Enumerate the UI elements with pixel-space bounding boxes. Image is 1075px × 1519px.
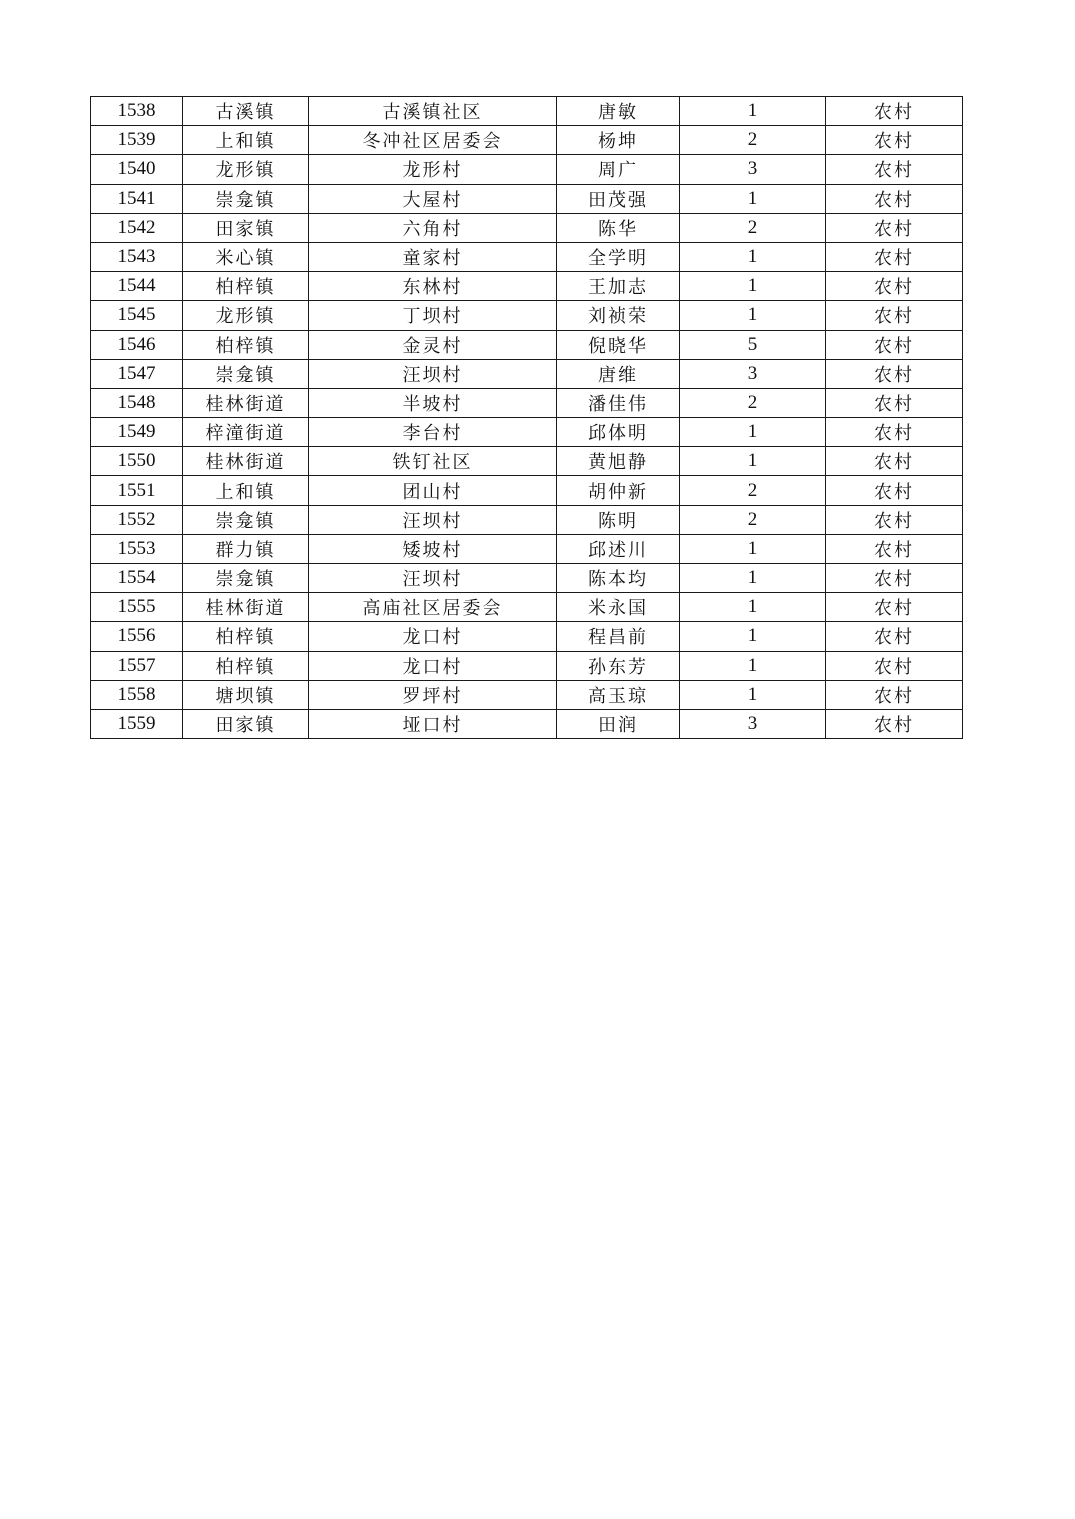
- village-cell: 丁坝村: [309, 301, 557, 330]
- type-cell: 农村: [826, 505, 963, 534]
- town-cell: 桂林街道: [183, 447, 309, 476]
- village-cell: 龙口村: [309, 651, 557, 680]
- type-cell: 农村: [826, 184, 963, 213]
- name-cell: 倪晓华: [557, 330, 680, 359]
- count-cell: 1: [680, 301, 826, 330]
- type-cell: 农村: [826, 330, 963, 359]
- table-row: [91, 213, 963, 242]
- count-cell: 2: [680, 388, 826, 417]
- village-cell: 半坡村: [309, 388, 557, 417]
- table-row: [91, 651, 963, 680]
- town-cell: 柏梓镇: [183, 330, 309, 359]
- count-cell: 3: [680, 709, 826, 738]
- row-number: 1544: [91, 272, 183, 301]
- town-cell: 柏梓镇: [183, 272, 309, 301]
- row-number: 1549: [91, 418, 183, 447]
- name-cell: 唐维: [557, 359, 680, 388]
- type-cell: 农村: [826, 476, 963, 505]
- type-cell: 农村: [826, 301, 963, 330]
- village-cell: 李台村: [309, 418, 557, 447]
- type-cell: 农村: [826, 388, 963, 417]
- table-row: [91, 272, 963, 301]
- village-cell: 龙形村: [309, 155, 557, 184]
- table-row: [91, 126, 963, 155]
- type-cell: 农村: [826, 709, 963, 738]
- village-cell: 金灵村: [309, 330, 557, 359]
- name-cell: 周广: [557, 155, 680, 184]
- name-cell: 高玉琼: [557, 680, 680, 709]
- row-number: 1547: [91, 359, 183, 388]
- type-cell: 农村: [826, 126, 963, 155]
- type-cell: 农村: [826, 564, 963, 593]
- village-cell: 汪坝村: [309, 505, 557, 534]
- table-row: [91, 709, 963, 738]
- row-number: 1539: [91, 126, 183, 155]
- row-number: 1540: [91, 155, 183, 184]
- town-cell: 上和镇: [183, 126, 309, 155]
- village-cell: 东林村: [309, 272, 557, 301]
- table-row: [91, 242, 963, 271]
- row-number: 1552: [91, 505, 183, 534]
- row-number: 1542: [91, 213, 183, 242]
- count-cell: 1: [680, 97, 826, 126]
- village-cell: 团山村: [309, 476, 557, 505]
- town-cell: 崇龛镇: [183, 505, 309, 534]
- roster-table-body: [91, 97, 963, 739]
- count-cell: 2: [680, 505, 826, 534]
- row-number: 1556: [91, 622, 183, 651]
- town-cell: 群力镇: [183, 534, 309, 563]
- name-cell: 米永国: [557, 593, 680, 622]
- count-cell: 1: [680, 651, 826, 680]
- row-number: 1538: [91, 97, 183, 126]
- row-number: 1555: [91, 593, 183, 622]
- row-number: 1548: [91, 388, 183, 417]
- table-row: [91, 622, 963, 651]
- count-cell: 3: [680, 155, 826, 184]
- name-cell: 唐敏: [557, 97, 680, 126]
- name-cell: 王加志: [557, 272, 680, 301]
- village-cell: 龙口村: [309, 622, 557, 651]
- table-row: [91, 447, 963, 476]
- row-number: 1546: [91, 330, 183, 359]
- table-row: [91, 505, 963, 534]
- table-row: [91, 534, 963, 563]
- village-cell: 大屋村: [309, 184, 557, 213]
- name-cell: 胡仲新: [557, 476, 680, 505]
- town-cell: 田家镇: [183, 709, 309, 738]
- town-cell: 龙形镇: [183, 155, 309, 184]
- town-cell: 崇龛镇: [183, 359, 309, 388]
- name-cell: 陈明: [557, 505, 680, 534]
- name-cell: 杨坤: [557, 126, 680, 155]
- row-number: 1558: [91, 680, 183, 709]
- count-cell: 2: [680, 126, 826, 155]
- table-row: [91, 418, 963, 447]
- type-cell: 农村: [826, 651, 963, 680]
- count-cell: 2: [680, 476, 826, 505]
- name-cell: 邱述川: [557, 534, 680, 563]
- row-number: 1550: [91, 447, 183, 476]
- type-cell: 农村: [826, 534, 963, 563]
- count-cell: 1: [680, 242, 826, 271]
- table-row: [91, 330, 963, 359]
- table-row: [91, 476, 963, 505]
- type-cell: 农村: [826, 680, 963, 709]
- village-cell: 六角村: [309, 213, 557, 242]
- name-cell: 田润: [557, 709, 680, 738]
- table-row: [91, 680, 963, 709]
- town-cell: 桂林街道: [183, 593, 309, 622]
- count-cell: 1: [680, 447, 826, 476]
- village-cell: 矮坡村: [309, 534, 557, 563]
- type-cell: 农村: [826, 593, 963, 622]
- village-cell: 冬冲社区居委会: [309, 126, 557, 155]
- village-cell: 汪坝村: [309, 359, 557, 388]
- type-cell: 农村: [826, 272, 963, 301]
- name-cell: 黄旭静: [557, 447, 680, 476]
- town-cell: 柏梓镇: [183, 622, 309, 651]
- town-cell: 柏梓镇: [183, 651, 309, 680]
- type-cell: 农村: [826, 155, 963, 184]
- row-number: 1559: [91, 709, 183, 738]
- table-row: [91, 184, 963, 213]
- row-number: 1554: [91, 564, 183, 593]
- town-cell: 崇龛镇: [183, 564, 309, 593]
- town-cell: 桂林街道: [183, 388, 309, 417]
- village-cell: 古溪镇社区: [309, 97, 557, 126]
- count-cell: 1: [680, 593, 826, 622]
- table-row: [91, 388, 963, 417]
- name-cell: 程昌前: [557, 622, 680, 651]
- row-number: 1557: [91, 651, 183, 680]
- village-cell: 高庙社区居委会: [309, 593, 557, 622]
- count-cell: 1: [680, 534, 826, 563]
- town-cell: 田家镇: [183, 213, 309, 242]
- table-row: [91, 359, 963, 388]
- type-cell: 农村: [826, 418, 963, 447]
- row-number: 1541: [91, 184, 183, 213]
- row-number: 1545: [91, 301, 183, 330]
- type-cell: 农村: [826, 97, 963, 126]
- count-cell: 1: [680, 564, 826, 593]
- count-cell: 1: [680, 184, 826, 213]
- village-cell: 垭口村: [309, 709, 557, 738]
- count-cell: 5: [680, 330, 826, 359]
- name-cell: 全学明: [557, 242, 680, 271]
- town-cell: 米心镇: [183, 242, 309, 271]
- count-cell: 1: [680, 418, 826, 447]
- count-cell: 3: [680, 359, 826, 388]
- village-cell: 汪坝村: [309, 564, 557, 593]
- table-row: [91, 593, 963, 622]
- table-row: [91, 155, 963, 184]
- count-cell: 1: [680, 622, 826, 651]
- town-cell: 古溪镇: [183, 97, 309, 126]
- type-cell: 农村: [826, 359, 963, 388]
- town-cell: 龙形镇: [183, 301, 309, 330]
- type-cell: 农村: [826, 242, 963, 271]
- count-cell: 1: [680, 272, 826, 301]
- name-cell: 孙东芳: [557, 651, 680, 680]
- village-cell: 童家村: [309, 242, 557, 271]
- count-cell: 1: [680, 680, 826, 709]
- name-cell: 刘祯荣: [557, 301, 680, 330]
- town-cell: 塘坝镇: [183, 680, 309, 709]
- type-cell: 农村: [826, 447, 963, 476]
- row-number: 1553: [91, 534, 183, 563]
- town-cell: 崇龛镇: [183, 184, 309, 213]
- name-cell: 田茂强: [557, 184, 680, 213]
- town-cell: 上和镇: [183, 476, 309, 505]
- village-cell: 罗坪村: [309, 680, 557, 709]
- table-row: [91, 301, 963, 330]
- count-cell: 2: [680, 213, 826, 242]
- row-number: 1543: [91, 242, 183, 271]
- type-cell: 农村: [826, 622, 963, 651]
- name-cell: 邱体明: [557, 418, 680, 447]
- roster-table: [90, 96, 963, 739]
- name-cell: 潘佳伟: [557, 388, 680, 417]
- village-cell: 铁钉社区: [309, 447, 557, 476]
- table-row: [91, 97, 963, 126]
- name-cell: 陈华: [557, 213, 680, 242]
- row-number: 1551: [91, 476, 183, 505]
- type-cell: 农村: [826, 213, 963, 242]
- town-cell: 梓潼街道: [183, 418, 309, 447]
- table-row: [91, 564, 963, 593]
- name-cell: 陈本均: [557, 564, 680, 593]
